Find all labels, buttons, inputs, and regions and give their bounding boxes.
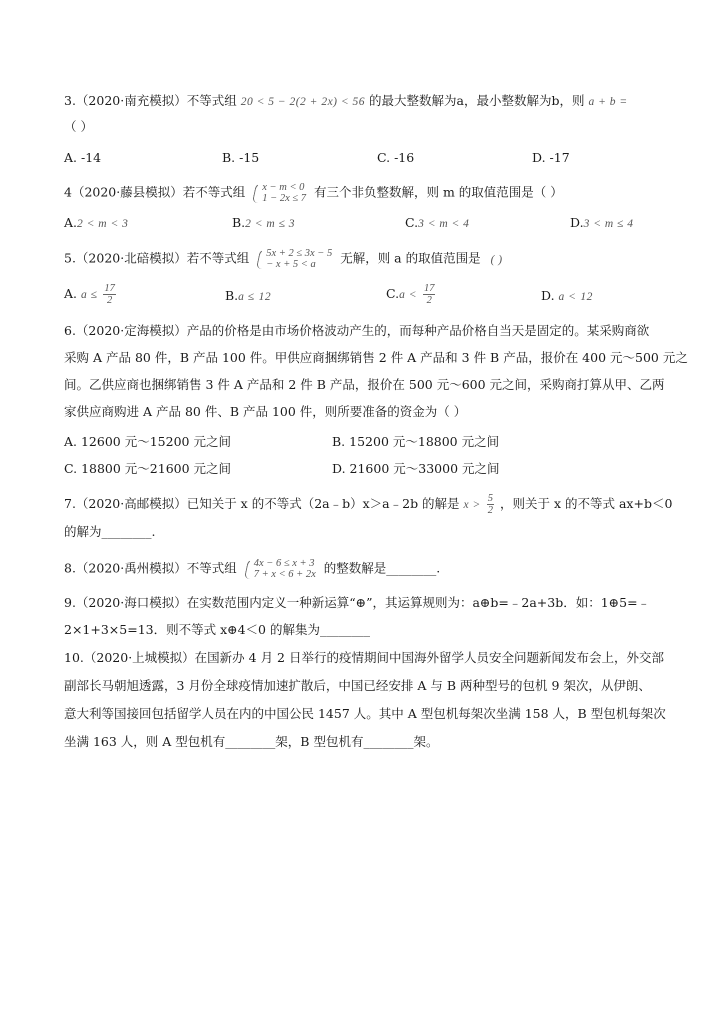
question-10-line-1: 10.（2020·上城模拟）在国新办 4 月 2 日举行的疫情期间中国海外留学人员安全问题新闻发布会上，外交部 bbox=[64, 650, 664, 665]
question-10-line-4: 坐满 163 人，则 A 型包机有________架，B 型包机有________架。 bbox=[64, 734, 439, 749]
question-10-line-2: 副部长马朝旭透露，3 月份全球疫情加速扩散后，中国已经安排 A 与 B 两种型号的包机 9 架次，从伊朗、 bbox=[64, 678, 651, 693]
q3-option-b: B. -15 bbox=[222, 150, 260, 165]
q5-a-fraction: $\frac{17}{2}$ bbox=[104, 283, 115, 306]
q7-fraction: $\frac{5}{2}$ bbox=[487, 493, 494, 516]
question-10-line-3: 意大利等国接回包括留学人员在内的中国公民 1457 人。其中 A 型包机每架次坐满 158 人，B 型包机每架次 bbox=[64, 706, 666, 721]
q5-inequality-system: 5x + 2 ≤ 3x − 5 − x + 5 < a bbox=[257, 248, 332, 270]
q3-option-d: D. -17 bbox=[532, 150, 570, 165]
q4-option-d: D.3 < m ≤ 4 bbox=[570, 215, 634, 230]
question-4-line: 4（2020·藤县模拟）若不等式组 x − m < 0 1 − 2x ≤ 7 有三个非负整数解，则 m 的取值范围是（ ） bbox=[64, 182, 563, 204]
question-3-line-2: （ ） bbox=[64, 119, 93, 134]
question-6-line-4: 家供应商购进 A 产品 80 件、B 产品 100 件，则所要准备的资金为（ ） bbox=[64, 404, 467, 419]
q5-c-fraction: $\frac{17}{2}$ bbox=[423, 283, 435, 306]
q5-option-c: C.a < $\frac{17}{2}$ bbox=[386, 283, 435, 306]
q3-inequality: 20 < 5 − 2(2 + 2x) < 56 bbox=[240, 96, 366, 108]
q5-option-b: B.a ≤ 12 bbox=[225, 288, 272, 303]
question-6-line-3: 间。乙供应商也捆绑销售 3 件 A 产品和 2 件 B 产品，报价在 500 元～600 元之间，采购商打算从甲、乙两 bbox=[64, 377, 665, 392]
q5-option-a: A. a ≤ $\frac{17}{2}$ bbox=[64, 283, 115, 306]
question-7-line-2: 的解为________. bbox=[64, 524, 156, 539]
q3-option-a: A. -14 bbox=[64, 150, 102, 165]
q6-option-d: D. 21600 元～33000 元之间 bbox=[332, 461, 500, 476]
question-5-line: 5.（2020·北碚模拟）若不等式组 5x + 2 ≤ 3x − 5 − x + 5 < a 无解，则 a 的取值范围是 ( ) bbox=[64, 248, 503, 270]
q6-option-a: A. 12600 元～15200 元之间 bbox=[64, 434, 231, 449]
q6-option-c: C. 18800 元～21600 元之间 bbox=[64, 461, 232, 476]
question-3-line-1: 3.（2020·南充模拟）不等式组 20 < 5 − 2(2 + 2x) < 56 的最大整数解为a，最小整数解为b，则 a + b = bbox=[64, 93, 628, 108]
q3-expression: a + b = bbox=[588, 96, 628, 108]
q4-option-a: A.2 < m < 3 bbox=[64, 215, 129, 230]
q4-option-b: B.2 < m ≤ 3 bbox=[232, 215, 296, 230]
q5-option-d: D. a < 12 bbox=[541, 288, 593, 303]
q3-option-c: C. -16 bbox=[377, 150, 415, 165]
question-6-line-1: 6.（2020·定海模拟）产品的价格是由市场价格波动产生的，而每种产品价格自当天是固定的。某采购商欲 bbox=[64, 323, 650, 338]
q4-option-c: C.3 < m < 4 bbox=[405, 215, 470, 230]
q8-inequality-system: 4x − 6 ≤ x + 3 7 + x < 6 + 2x bbox=[245, 558, 316, 580]
question-6-line-2: 采购 A 产品 80 件，B 产品 100 件。甲供应商捆绑销售 2 件 A 产品和 3 件 B 产品，报价在 400 元～500 元之 bbox=[64, 350, 688, 365]
question-8-line: 8.（2020·禹州模拟）不等式组 4x − 6 ≤ x + 3 7 + x < 6 + 2x 的整数解是________. bbox=[64, 558, 441, 580]
question-7-line-1: 7.（2020·高邮模拟）已知关于 x 的不等式（2a﹣b）x＞a﹣2b 的解是 x > $\frac{5}{2}$ ，则关于 x 的不等式 ax+b＜0 bbox=[64, 493, 673, 516]
question-9-line-2: 2×1+3×5=13．则不等式 x⊕4＜0 的解集为________ bbox=[64, 622, 370, 637]
q6-option-b: B. 15200 元～18800 元之间 bbox=[332, 434, 500, 449]
question-9-line-1: 9.（2020·海口模拟）在实数范围内定义一种新运算“⊕”，其运算规则为：a⊕b=﹣2a+3b．如：1⊕5=﹣ bbox=[64, 595, 651, 610]
q4-inequality-system: x − m < 0 1 − 2x ≤ 7 bbox=[253, 182, 306, 204]
